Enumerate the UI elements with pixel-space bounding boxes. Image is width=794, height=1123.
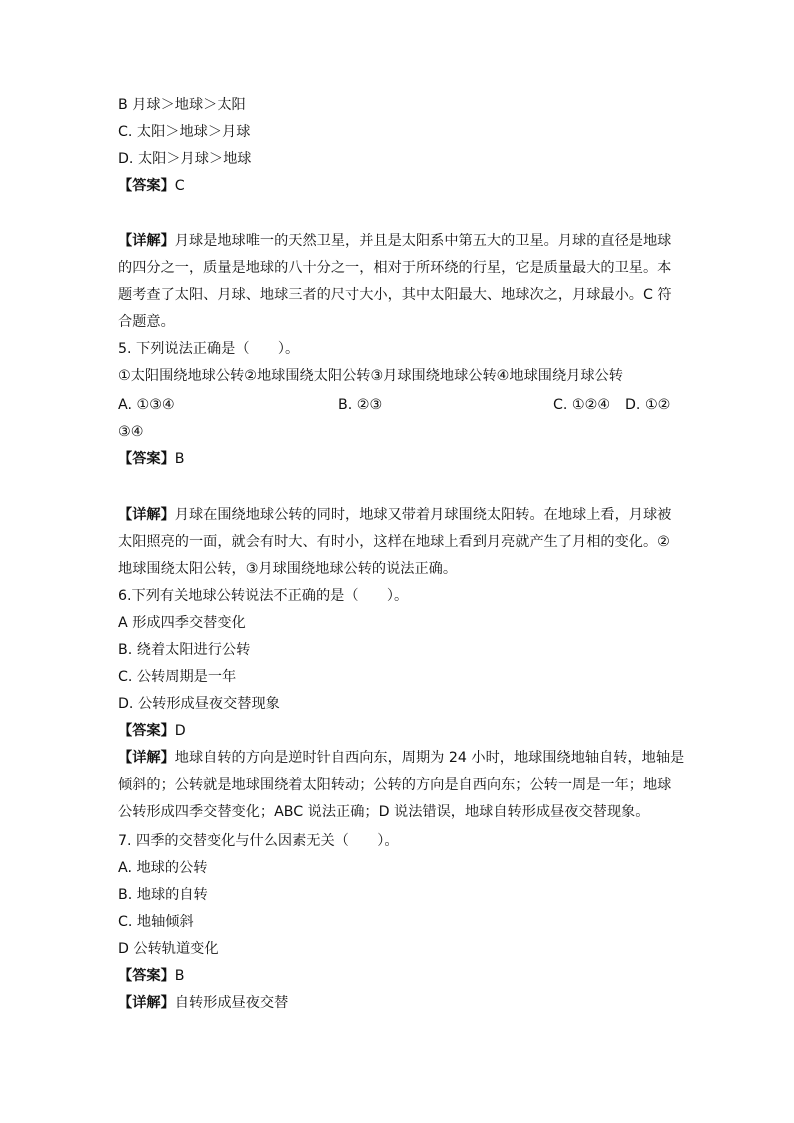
detail-label: 【详解】 [118, 233, 175, 249]
q6-option-c: C. 公转周期是一年 [118, 669, 237, 685]
detail-text: 自转形成昼夜交替 [174, 995, 289, 1011]
answer-label: 【答案】 [118, 723, 175, 739]
answer-value: B [174, 968, 185, 984]
detail-label: 【详解】 [118, 507, 175, 523]
q7-option-b: B. 地球的自转 [118, 887, 208, 903]
detail-label: 【详解】 [118, 995, 175, 1011]
q6-detail-line-2: 倾斜的；公转就是地球围绕着太阳转动；公转的方向是自西向东；公转一周是一年；地球 [118, 777, 672, 793]
answer-label: 【答案】 [118, 178, 175, 194]
q4-answer [118, 176, 185, 196]
q6-question: 6.下列有关地球公转说法不正确的是（ ）。 [118, 588, 409, 604]
q4-option-d: D. 太阳＞月球＞地球 [118, 151, 252, 167]
q6-answer [118, 721, 186, 741]
q4-detail-line-1 [118, 231, 671, 251]
q5-question: 5. 下列说法正确是（ ）。 [118, 341, 300, 357]
q5-option-a: A. ①③④ [118, 397, 175, 413]
q7-option-a: A. 地球的公转 [118, 860, 208, 876]
q6-detail-line-3: 公转形成四季交替变化；ABC 说法正确；D 说法错误，地球自转形成昼夜交替现象。 [118, 804, 650, 820]
q4-detail-line-3: 题考查了太阳、月球、地球三者的尺寸大小，其中太阳最大、地球次之，月球最小。C 符 [118, 287, 672, 303]
q6-option-d: D. 公转形成昼夜交替现象 [118, 696, 280, 712]
q5-option-b: B. ②③ [338, 397, 383, 413]
q4-detail-line-4: 合题意。 [118, 314, 175, 330]
answer-value: B [174, 451, 185, 467]
detail-text: 月球在围绕地球公转的同时，地球又带着月球围绕太阳转。在地球上看，月球被 [174, 507, 672, 523]
q5-statements: ①太阳围绕地球公转②地球围绕太阳公转③月球围绕地球公转④地球围绕月球公转 [118, 368, 623, 384]
q4-option-b: B 月球＞地球＞太阳 [118, 97, 246, 113]
q7-answer [118, 966, 185, 986]
q5-option-d: D. ①② [625, 397, 671, 413]
q4-detail-line-2: 的四分之一，质量是地球的八十分之一，相对于所环绕的行星，它是质量最大的卫星。本 [118, 260, 672, 276]
answer-value: D [174, 723, 186, 739]
q6-option-a: A 形成四季交替变化 [118, 615, 246, 631]
q6-detail-line-1 [118, 748, 684, 768]
q5-detail-line-3: 地球围绕太阳公转，③月球围绕地球公转的说法正确。 [118, 561, 458, 577]
q4-option-c: C. 太阳＞地球＞月球 [118, 124, 251, 140]
detail-text: 月球是地球唯一的天然卫星，并且是太阳系中第五大的卫星。月球的直径是地球 [174, 233, 672, 249]
answer-label: 【答案】 [118, 968, 175, 984]
answer-label: 【答案】 [118, 451, 175, 467]
q5-option-c: C. ①②④ [553, 397, 611, 413]
detail-label: 【详解】 [118, 750, 175, 766]
q7-option-d: D 公转轨道变化 [118, 941, 219, 957]
answer-value: C [174, 178, 185, 194]
q5-option-d-continued: ③④ [118, 424, 144, 440]
q7-detail [118, 993, 288, 1013]
q5-detail-line-1 [118, 505, 671, 525]
q7-option-c: C. 地轴倾斜 [118, 914, 194, 930]
q5-answer [118, 449, 185, 469]
detail-text: 地球自转的方向是逆时针自西向东，周期为 24 小时，地球围绕地轴自转，地轴是 [174, 750, 685, 766]
q7-question: 7. 四季的交替变化与什么因素无关（ ）。 [118, 833, 399, 849]
q5-detail-line-2: 太阳照亮的一面，就会有时大、有时小，这样在地球上看到月亮就产生了月相的变化。② [118, 534, 670, 550]
q6-option-b: B. 绕着太阳进行公转 [118, 642, 251, 658]
